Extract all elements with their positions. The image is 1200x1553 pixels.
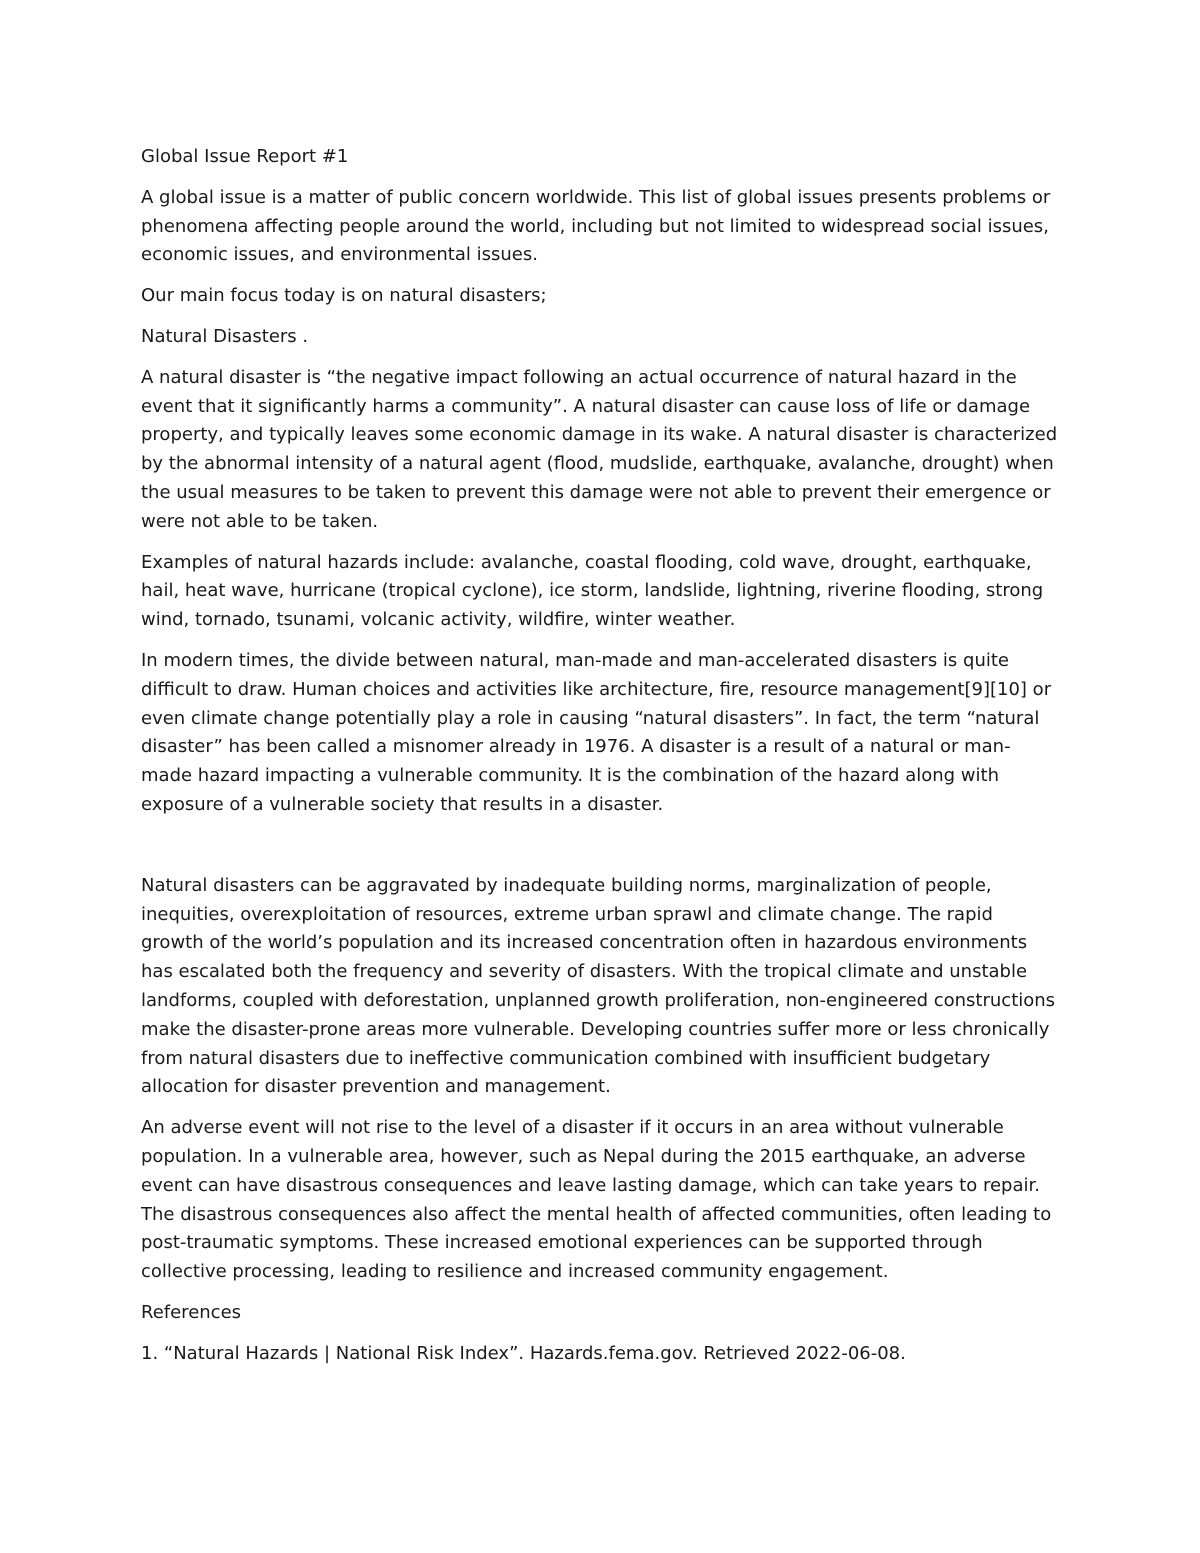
reference-item: 1. “Natural Hazards | National Risk Index”. Hazards.fema.gov. Retrieved 2022-06-08.	[141, 1342, 906, 1364]
document-body	[141, 143, 1061, 1380]
body-paragraph-adverse-event: An adverse event will not rise to the level of a disaster if it occurs in an area without vulnerable population. In a vulnerable area, however, such as Nepal during the 2015 earthquake, an adverse event can have disastrous consequences and leave lasting damage, which can take years to repair. The disastrous consequences also affect the mental health of affected communities, often leading to post-traumatic symptoms. These increased emotional experiences can be supported through collective processing, leading to resilience and increased community engagement.	[141, 1117, 1052, 1283]
intro-paragraph: A global issue is a matter of public concern worldwide. This list of global issues presents problems or phenomena affecting people around the world, including but not limited to widespread social issues, economic issues, and environmental issues.	[141, 186, 1051, 266]
document-title: Global Issue Report #1	[141, 146, 349, 167]
body-paragraph-definition: A natural disaster is “the negative impact following an actual occurrence of natural hazard in the event that it significantly harms a community”. A natural disaster can cause loss of life or damage property, and typically leaves some economic damage in its wake. A natural disaster is characterized by the abnormal intensity of a natural agent (flood, mudslide, earthquake, avalanche, drought) when the usual measures to be taken to prevent this damage were not able to prevent their emergence or were not able to be taken.	[141, 366, 1058, 532]
references-heading: References	[141, 1301, 242, 1323]
focus-paragraph: Our main focus today is on natural disasters;	[141, 285, 547, 307]
section-heading: Natural Disasters .	[141, 325, 309, 347]
body-paragraph-examples: Examples of natural hazards include: avalanche, coastal flooding, cold wave, drought, earthquake, hail, heat wave, hurricane (tropical cyclone), ice storm, landslide, lightning, riverine flooding, strong wind, tornado, tsunami, volcanic activity, wildfire, winter weather.	[141, 551, 1044, 631]
body-paragraph-modern-times: In modern times, the divide between natural, man-made and man-accelerated disasters is quite difficult to draw. Human choices and activities like architecture, fire, resource management[9][10] or even climate change potentially play a role in causing “natural disasters”. In fact, the term “natural disaster” has been called a misnomer already in 1976. A disaster is a result of a natural or man-made hazard impacting a vulnerable community. It is the combination of the hazard along with exposure of a vulnerable society that results in a disaster.	[141, 649, 1052, 815]
body-paragraph-aggravation: Natural disasters can be aggravated by inadequate building norms, marginalization of people, inequities, overexploitation of resources, extreme urban sprawl and climate change. The rapid growth of the world’s population and its increased concentration often in hazardous environments has escalated both the frequency and severity of disasters. With the tropical climate and unstable landforms, coupled with deforestation, unplanned growth proliferation, non-engineered constructions make the disaster-prone areas more vulnerable. Developing countries suffer more or less chronically from natural disasters due to ineffective communication combined with insufficient budgetary allocation for disaster prevention and management.	[141, 874, 1056, 1098]
blank-line	[141, 832, 1061, 872]
